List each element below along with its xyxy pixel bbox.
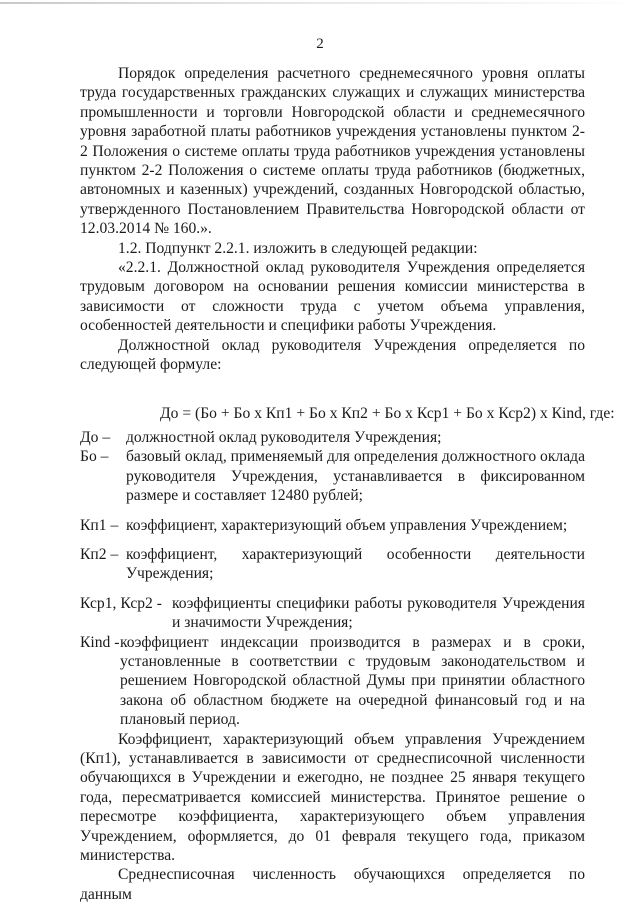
definition-kp1 bbox=[80, 516, 585, 535]
paragraph-order-of-determination: Порядок определения расчетного среднемесячного уровня оплаты труда государственных гражданских служащих и служащих министерства промышленности и торговли Новгородской области и среднемесячного уровня заработной платы работников учреждения установлены пунктом 2-2 Положения о системе оплаты труда работников учреждения установлены пунктом 2-2 Положения о системе оплаты труда работников (бюджетных, автономных и казенных) учреждений, созданных Новгородской областью, утвержденного Постановлением Правительства Новгородской области от 12.03.2014 № 160.». bbox=[80, 65, 585, 238]
paragraph-average-headcount: Среднесписочная численность обучающихся определяется по данным bbox=[80, 866, 585, 903]
definition-symbol: Кind - bbox=[80, 633, 120, 651]
definition-ksr bbox=[80, 594, 585, 633]
definition-kind bbox=[80, 633, 585, 730]
definition-bo bbox=[80, 447, 585, 505]
scan-edge-line bbox=[0, 2, 640, 4]
definition-do bbox=[80, 428, 585, 447]
definition-symbol: Дo – bbox=[80, 428, 111, 446]
definition-symbol: Кср1, Кср2 - bbox=[80, 594, 162, 612]
definition-text: базовый оклад, применяемый для определения должностного оклада руководителя Учреждения, устанавливается в фиксированном размере и составляет 12480 рублей; bbox=[126, 448, 585, 505]
definition-symbol: Кп2 – bbox=[80, 545, 119, 563]
page-number: 2 bbox=[316, 36, 324, 52]
definition-text: коэффициент индексации производится в размерах и в сроки, установленные в соответствии с трудовым законодательством и решением Новгородской областной Думы при принятии областного закона об областном бюджете на очередной финансовый год и на плановый период. bbox=[120, 633, 585, 729]
paragraph-subclause-1-2: 1.2. Подпункт 2.2.1. изложить в следующей редакции: bbox=[118, 239, 478, 257]
salary-formula: Дo = (Бo + Бo x Кп1 + Бo x Кп2 + Бo x Кср1 + Бo x Кср2) x Кind, где: bbox=[160, 404, 615, 422]
paragraph-clause-2-2-1: «2.2.1. Должностной оклад руководителя Учреждения определяется трудовым договором на основании решения комиссии министерства в зависимости от сложности труда с учетом объема управления, особенностей деятельности и специфики работы Учреждения. bbox=[80, 259, 585, 335]
definition-kp2 bbox=[80, 545, 585, 584]
paragraph-coefficient-kp1: Коэффициент, характеризующий объем управления Учреждением (Кп1), устанавливается в зависимости от среднесписочной численности обучающихся в Учреждении и ежегодно, не позднее 25 января текущего года, пересматривается комиссией министерства. Принятое решение о пересмотре коэффициента, характеризующего объем управления Учреждением, оформляется, до 01 февраля текущего года, приказом министерства. bbox=[80, 730, 585, 865]
definition-text: должностной оклад руководителя Учреждения; bbox=[126, 428, 442, 446]
definition-symbol: Кп1 – bbox=[80, 516, 119, 534]
definition-text: коэффициент, характеризующий особенности деятельности Учреждения; bbox=[126, 545, 585, 583]
definition-text: коэффициент, характеризующий объем управления Учреждением; bbox=[126, 516, 568, 534]
paragraph-formula-intro: Должностной оклад руководителя Учреждения определяется по следующей формуле: bbox=[80, 336, 585, 374]
definition-text: коэффициенты специфики работы руководителя Учреждения и значимости Учреждения; bbox=[172, 594, 585, 632]
definition-symbol: Бo – bbox=[80, 448, 109, 466]
document-body bbox=[80, 64, 615, 904]
